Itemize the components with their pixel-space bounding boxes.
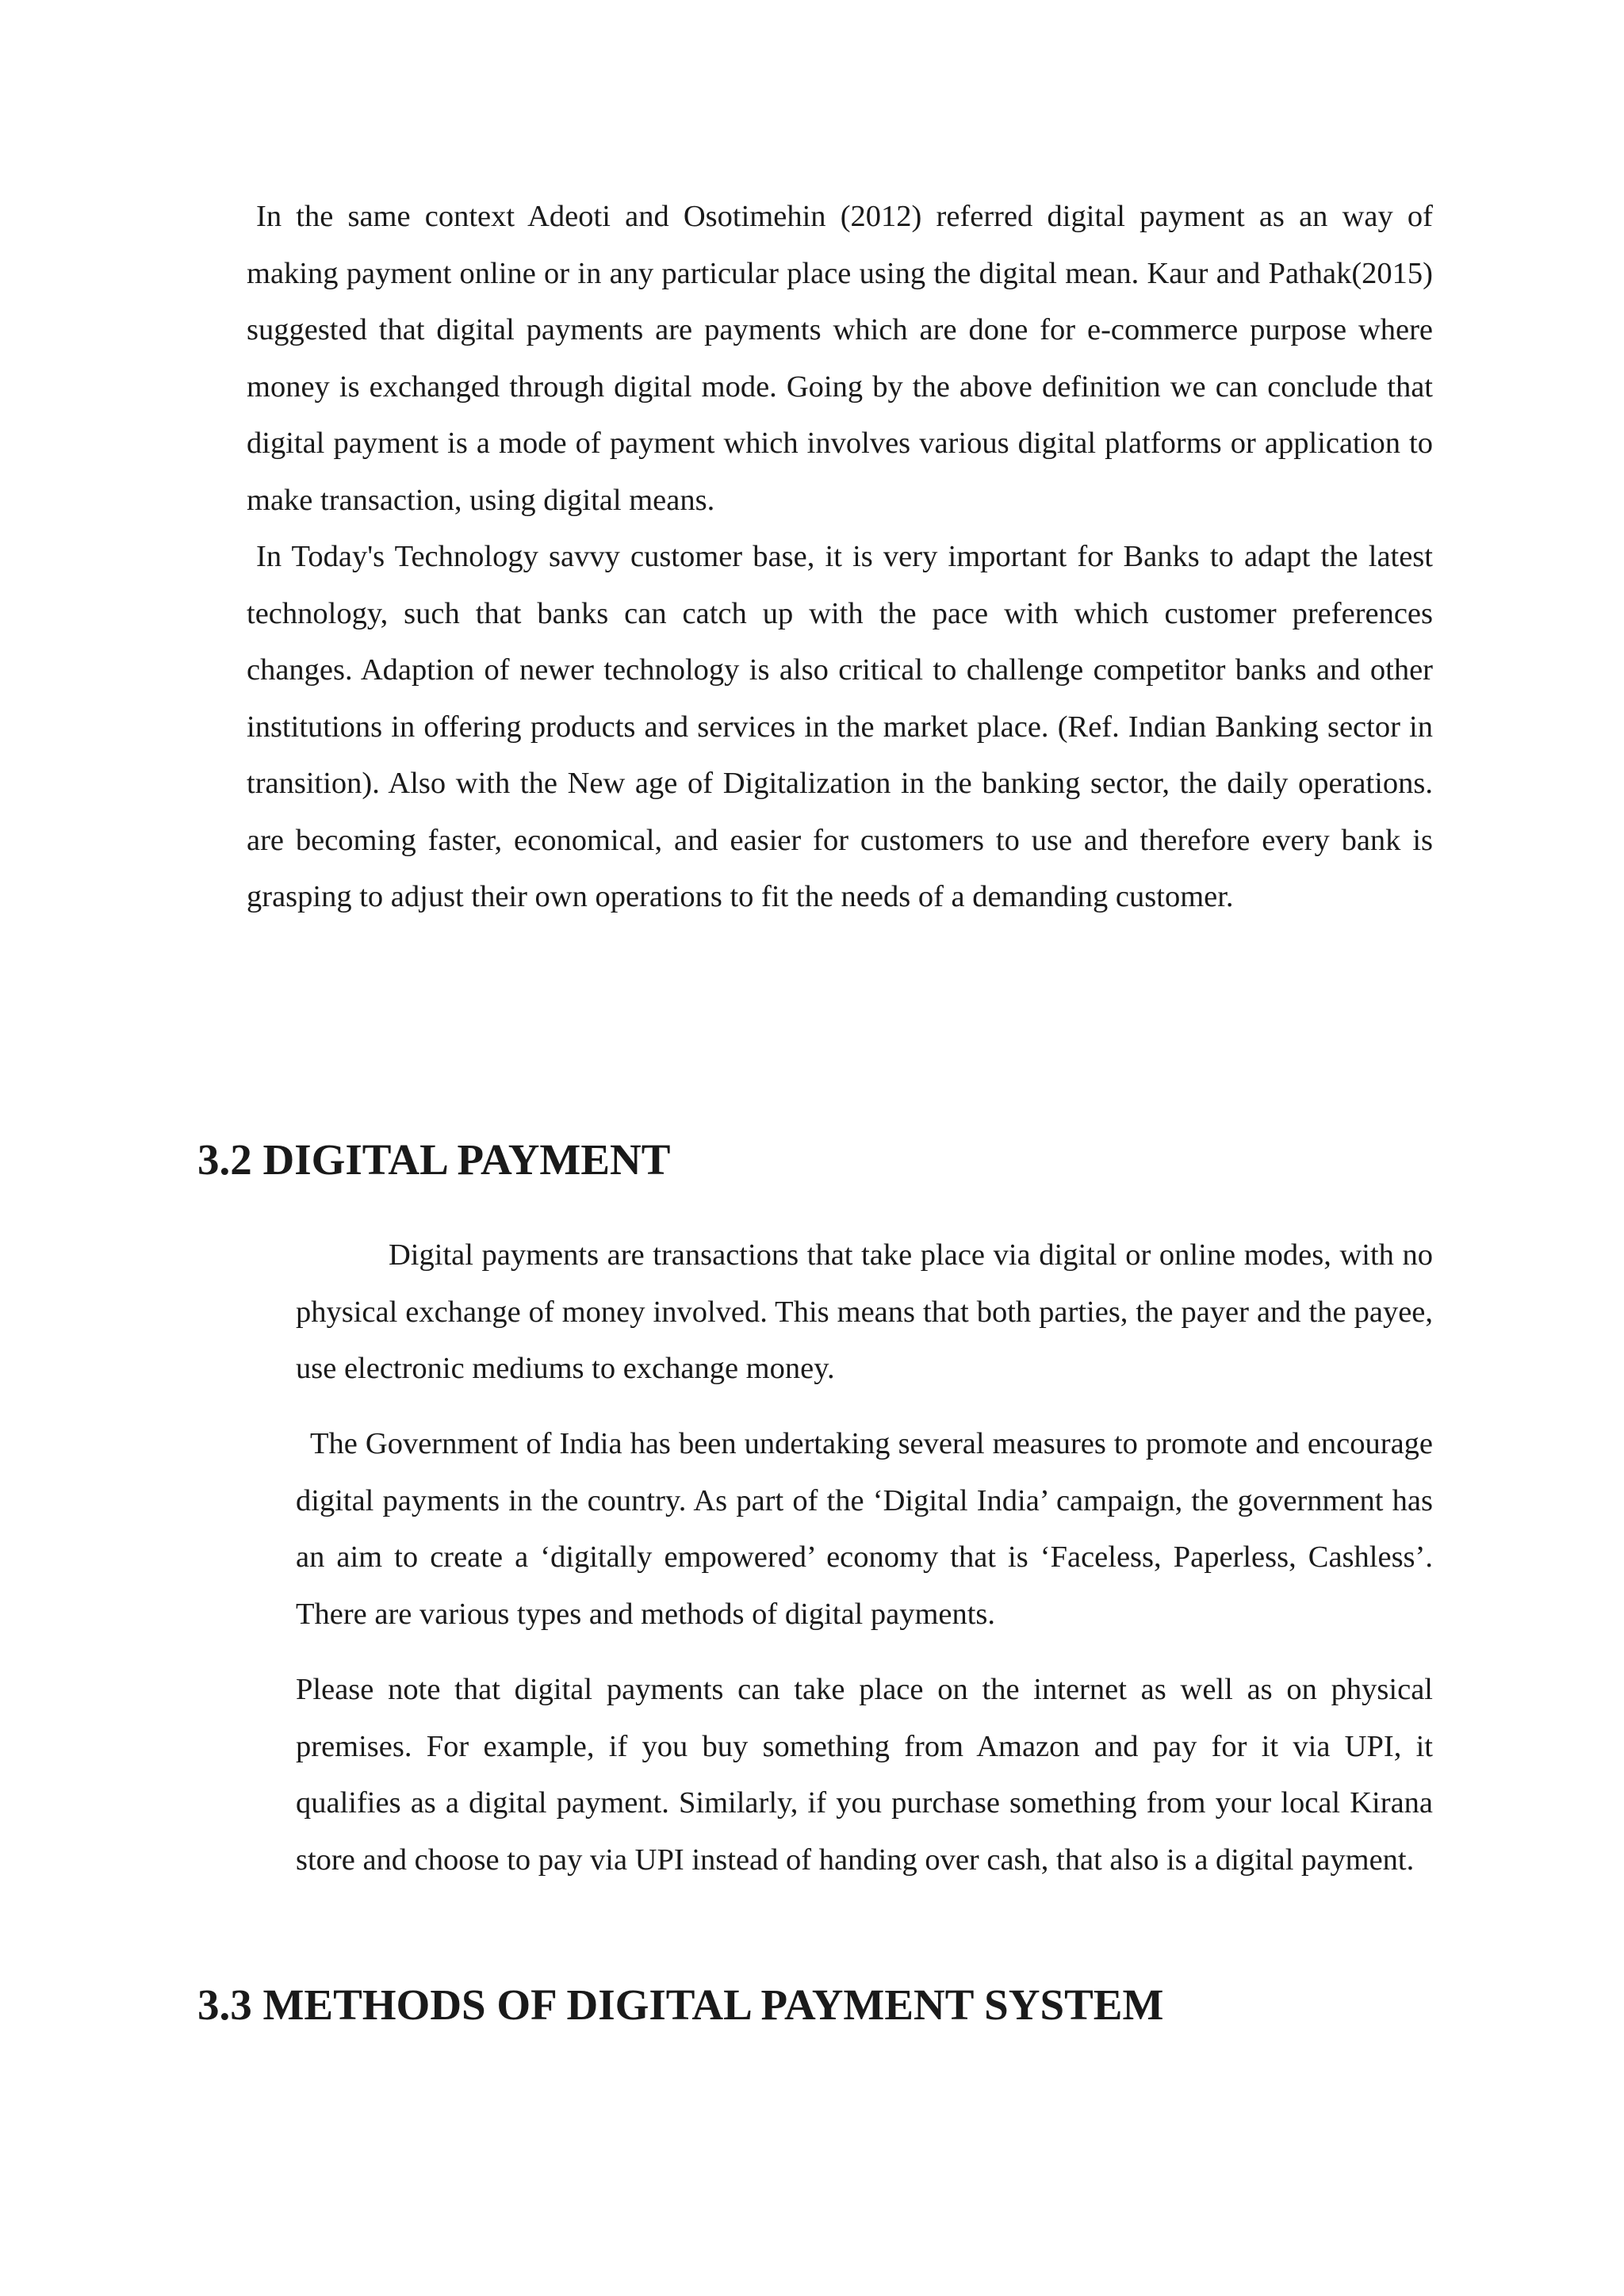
intro-text-block [247, 189, 1433, 926]
section-3-2-paragraph-3: Please note that digital payments can take place on the internet as well as on physical premises. For example, if you buy something from Amazon and pay for it via UPI, it qualifies as a digital payment. Similarly, if you purchase something from your local Kirana store and choose to pay via UPI instead of handing over cash, that also is a digital payment. [296, 1673, 1433, 1877]
section-heading-3-3: 3.3 METHODS OF DIGITAL PAYMENT SYSTEM [197, 1980, 1164, 2029]
section-heading-3-2: 3.2 DIGITAL PAYMENT [197, 1135, 671, 1184]
section-3-2-paragraph-2: The Government of India has been undertaking several measures to promote and encourage digital payments in the country. As part of the ‘Digital India’ campaign, the government has an aim to create a ‘digitally empowered’ economy that is ‘Faceless, Paperless, Cashless’. There are various types and methods of digital payments. [296, 1427, 1433, 1631]
intro-paragraph-2: In Today's Technology savvy customer base, it is very important for Banks to adapt the latest technology, such that banks can catch up with the pace with which customer preferences changes. Adaption of newer technology is also critical to challenge competitor banks and other institutions in offering products and services in the market place. (Ref. Indian Banking sector in transition). Also with the New age of Digitalization in the banking sector, the daily operations. are becoming faster, economical, and easier for customers to use and therefore every bank is grasping to adjust their own operations to fit the needs of a demanding customer. [247, 540, 1433, 913]
intro-paragraph-1: In the same context Adeoti and Osotimehin (2012) referred digital payment as an way of making payment online or in any particular place using the digital mean. Kaur and Pathak(2015) suggested that digital payments are payments which are done for e-commerce purpose where money is exchanged through digital mode. Going by the above definition we can conclude that digital payment is a mode of payment which involves various digital platforms or application to make transaction, using digital means. [247, 200, 1433, 517]
section-3-2-paragraph-1: Digital payments are transactions that take place via digital or online modes, with no physical exchange of money involved. This means that both parties, the payer and the payee, use electronic mediums to exchange money. [296, 1238, 1433, 1385]
